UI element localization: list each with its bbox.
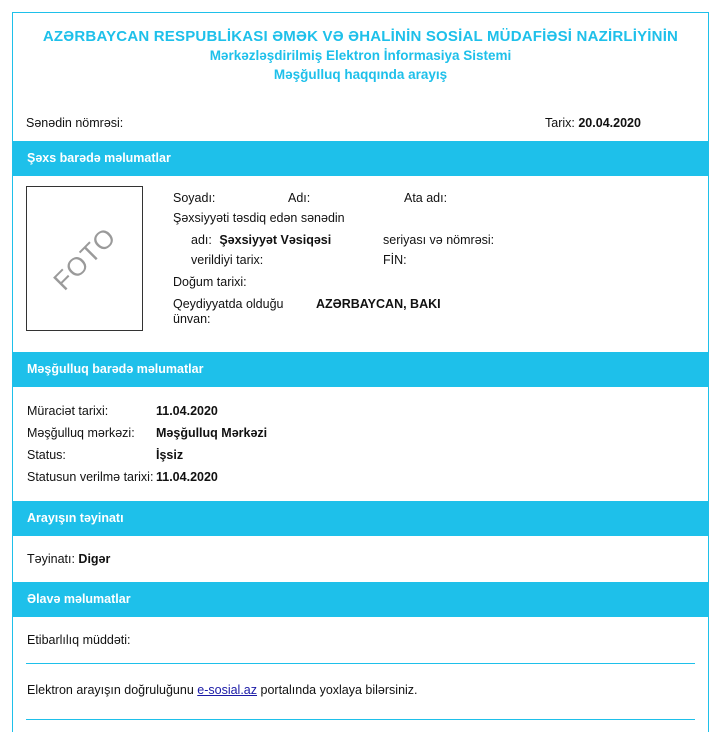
status-label: Status: <box>27 448 66 462</box>
date-value: 20.04.2020 <box>578 116 641 130</box>
e-sosial-link[interactable]: e-sosial.az <box>197 683 258 697</box>
series-number-label: seriyası və nömrəsi: <box>383 233 495 247</box>
verify-suffix: portalında yoxlaya bilərsiniz. <box>260 683 418 697</box>
section-person-header: Şəxs barədə məlumatlar <box>13 141 708 176</box>
fin-label: FİN: <box>383 253 407 267</box>
id-document-label: Şəxsiyyəti təsdiq edən sənədin <box>173 211 345 225</box>
status-value: İşsiz <box>156 448 184 462</box>
application-date-value: 11.04.2020 <box>156 404 218 418</box>
birth-date-label: Doğum tarixi: <box>173 275 247 289</box>
verify-prefix: Elektron arayışın doğruluğunu <box>27 683 194 697</box>
name-label: Adı: <box>288 191 311 205</box>
id-name-label: adı: <box>191 233 212 247</box>
validity-label: Etibarlılıq müddəti: <box>27 633 131 647</box>
system-title: Mərkəzləşdirilmiş Elektron İnformasiya Sistemi <box>209 48 512 63</box>
address-label-line2: ünvan: <box>173 312 211 326</box>
divider <box>26 663 695 664</box>
employment-center-value: Məşğulluq Mərkəzi <box>156 426 268 440</box>
issue-date-label: verildiyi tarix: <box>191 253 264 267</box>
address-value: AZƏRBAYCAN, BAKI <box>316 297 441 311</box>
purpose-value: Digər <box>78 552 111 566</box>
purpose-label: Təyinatı: <box>27 552 75 566</box>
id-name-value: Şəxsiyyət Vəsiqəsi <box>219 233 332 247</box>
application-date-label: Müraciət tarixi: <box>27 404 109 418</box>
address-label-line1: Qeydiyyatda olduğu <box>173 297 284 311</box>
purpose-field <box>27 552 110 566</box>
section-purpose-header: Arayışın təyinatı <box>13 501 708 536</box>
date-field <box>545 116 641 130</box>
section-employment-header: Məşğulluq barədə məlumatlar <box>13 352 708 387</box>
doc-number-label: Sənədin nömrəsi: <box>26 116 124 130</box>
document-title: Məşğulluq haqqında arayış <box>273 67 448 82</box>
status-date-value: 11.04.2020 <box>156 470 218 484</box>
section-extra-header: Əlavə məlumatlar <box>13 582 708 617</box>
id-name-field <box>191 233 331 247</box>
photo-placeholder <box>26 186 143 331</box>
verification-note <box>27 683 418 697</box>
document-frame <box>12 12 709 732</box>
father-name-label: Ata adı: <box>404 191 448 205</box>
employment-center-label: Məşğulluq mərkəzi: <box>27 426 135 440</box>
ministry-title: AZƏRBAYCAN RESPUBLİKASI ƏMƏK VƏ ƏHALİNİN SOSİAL MÜDAFİƏSİ NAZİRLİYİNİN <box>42 28 679 45</box>
status-date-label: Statusun verilmə tarixi: <box>27 470 154 484</box>
surname-label: Soyadı: <box>173 191 216 205</box>
date-label: Tarix: <box>545 116 575 130</box>
divider <box>26 719 695 720</box>
photo-label: FOTO <box>46 220 122 296</box>
